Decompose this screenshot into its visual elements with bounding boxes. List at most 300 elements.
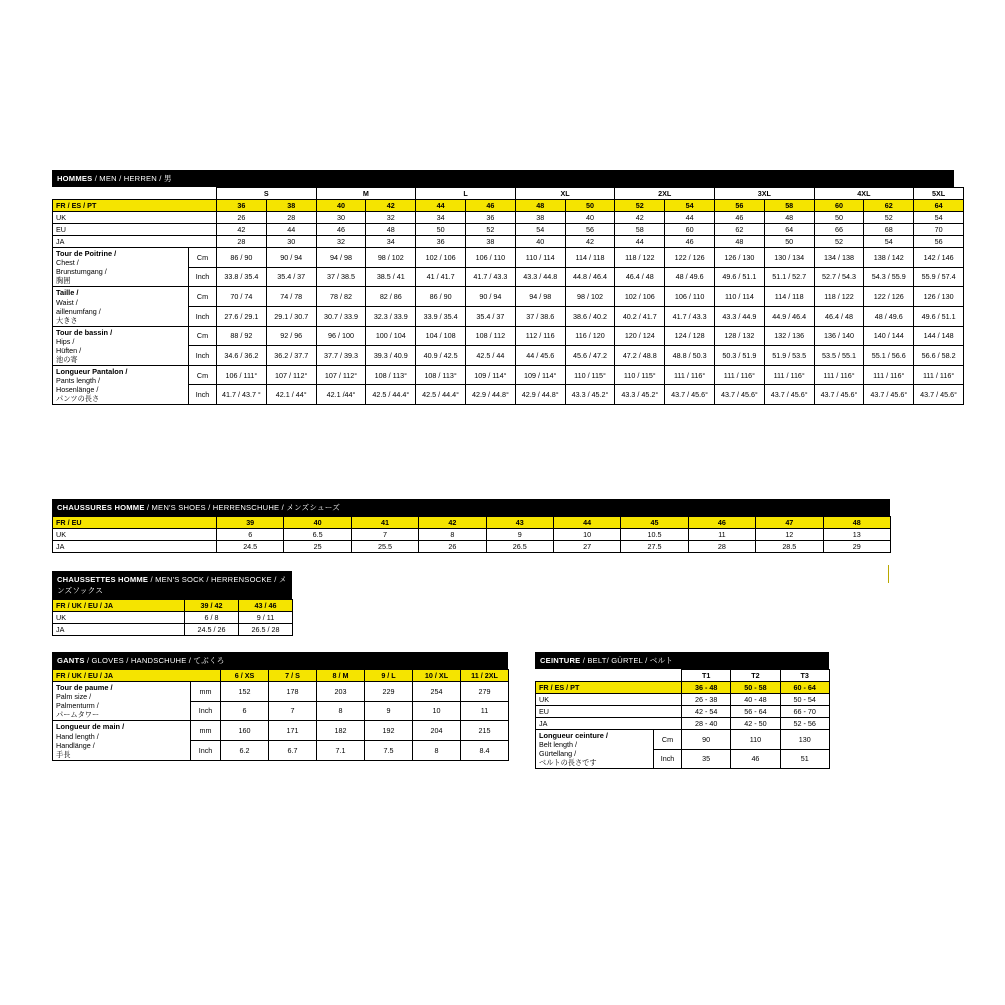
shoes-fr-label: FR / EU bbox=[53, 517, 217, 529]
belt-uk-label: UK bbox=[536, 694, 682, 706]
men-measure-inch-value: 54.3 / 55.9 bbox=[864, 267, 914, 287]
spacer-cell bbox=[536, 670, 682, 682]
gloves-size-value: 11 / 2XL bbox=[461, 670, 509, 682]
men-fr-value: 60 bbox=[814, 200, 864, 212]
men-measure-inch-value: 30.7 / 33.9 bbox=[316, 306, 366, 326]
socks-fr-value: 39 / 42 bbox=[185, 600, 239, 612]
gloves-size-row bbox=[53, 670, 509, 682]
men-measure-cm-value: 108 / 113° bbox=[416, 365, 466, 385]
men-measure-cm-value: 106 / 110 bbox=[665, 287, 715, 307]
men-measure-cm-value: 92 / 96 bbox=[266, 326, 316, 346]
shoes-uk-label: UK bbox=[53, 529, 217, 541]
gloves-table bbox=[52, 669, 509, 761]
measure-label-line: Waist / bbox=[56, 297, 78, 307]
men-ja-value: 44 bbox=[615, 236, 665, 248]
men-measure-inch-value: 43.7 / 45.6° bbox=[715, 385, 765, 405]
men-measure-cm-value: 118 / 122 bbox=[814, 287, 864, 307]
men-ja-value: 54 bbox=[864, 236, 914, 248]
belt-ja-value: 52 - 56 bbox=[780, 718, 829, 730]
shoes-ja-value: 24.5 bbox=[217, 541, 284, 553]
men-measure-inch-value: 43.7 / 45.6° bbox=[665, 385, 715, 405]
shoes-fr-value: 46 bbox=[688, 517, 755, 529]
gloves-measure-mm-value: 160 bbox=[221, 721, 269, 741]
men-measure-cm-value: 110 / 115° bbox=[615, 365, 665, 385]
belt-length-cm-value: 90 bbox=[682, 730, 731, 750]
men-uk-value: 26 bbox=[217, 212, 267, 224]
mens-socks-table-block bbox=[52, 571, 292, 636]
shoes-ja-value: 25 bbox=[284, 541, 351, 553]
belt-banner bbox=[535, 652, 829, 669]
men-measure-cm-value: 98 / 102 bbox=[565, 287, 615, 307]
men-measure-inch-value: 35.4 / 37 bbox=[266, 267, 316, 287]
measure-label-line: パンツの長さ bbox=[56, 394, 100, 403]
men-measure-inch-value: 43.3 / 45.2° bbox=[565, 385, 615, 405]
men-measure-cm-value: 98 / 102 bbox=[366, 248, 416, 268]
men-eu-value: 68 bbox=[864, 224, 914, 236]
gloves-measure-unit-mm: mm bbox=[191, 682, 221, 702]
men-eu-value: 42 bbox=[217, 224, 267, 236]
men-measure-inch-value: 43.7 / 45.6° bbox=[914, 385, 964, 405]
men-ja-value: 46 bbox=[665, 236, 715, 248]
mens-shoes-table-block bbox=[52, 499, 890, 553]
belt-fr-value: 36 - 48 bbox=[682, 682, 731, 694]
gloves-measure-mm-value: 203 bbox=[317, 682, 365, 702]
gloves-banner-subtitle: / GLOVES / HANDSCHUHE / てぶくろ bbox=[86, 656, 225, 665]
socks-ja-value: 26.5 / 28 bbox=[239, 624, 293, 636]
men-fr-value: 62 bbox=[864, 200, 914, 212]
measure-label-line: Hand length / bbox=[56, 731, 99, 741]
measure-label-line: Belt length / bbox=[539, 740, 577, 750]
men-fr-value: 42 bbox=[366, 200, 416, 212]
shoes-banner-subtitle: / MEN'S SHOES / HERRENSCHUHE / メンズシューズ bbox=[146, 503, 340, 512]
measure-label-line: Taille / bbox=[56, 288, 79, 298]
gloves-measure-inch-value: 7 bbox=[269, 701, 317, 721]
measure-label-line: Tour de Poitrine / bbox=[56, 249, 117, 258]
shoes-uk-value: 6.5 bbox=[284, 529, 351, 541]
shoes-fr-value: 44 bbox=[553, 517, 620, 529]
men-size-group-3XL: 3XL bbox=[715, 188, 815, 200]
socks-banner-subtitle: / MEN'S SOCK / HERRENSOCKE / メンズソックス bbox=[57, 575, 287, 595]
men-fr-value: 44 bbox=[416, 200, 466, 212]
men-size-group-2XL: 2XL bbox=[615, 188, 715, 200]
men-uk-row bbox=[53, 212, 964, 224]
men-measure-inch-value: 45.6 / 47.2 bbox=[565, 346, 615, 366]
men-ja-value: 36 bbox=[416, 236, 466, 248]
men-ja-value: 56 bbox=[914, 236, 964, 248]
men-measure-inch-value: 37 / 38.6 bbox=[515, 306, 565, 326]
men-uk-value: 42 bbox=[615, 212, 665, 224]
men-measure-row bbox=[53, 267, 964, 287]
men-uk-value: 36 bbox=[466, 212, 516, 224]
men-measure-cm-value: 109 / 114° bbox=[515, 365, 565, 385]
gloves-measure-inch-value: 6 bbox=[221, 701, 269, 721]
shoes-fr-value: 40 bbox=[284, 517, 351, 529]
men-measure-cm-value: 136 / 140 bbox=[814, 326, 864, 346]
men-measure-inch-value: 42.5 / 44.4° bbox=[416, 385, 466, 405]
gloves-banner-title: GANTS bbox=[57, 656, 85, 665]
measure-label-line: Gürtellang / bbox=[539, 749, 577, 759]
men-fr-value: 36 bbox=[217, 200, 267, 212]
men-measure-inch-value: 51.1 / 52.7 bbox=[764, 267, 814, 287]
socks-banner-title: CHAUSSETTES HOMME bbox=[57, 575, 149, 584]
belt-table-block bbox=[535, 652, 829, 769]
men-measure-unit-cm: Cm bbox=[189, 248, 217, 268]
shoes-uk-value: 10.5 bbox=[621, 529, 688, 541]
gloves-measure-mm-value: 279 bbox=[461, 682, 509, 702]
belt-uk-value: 40 - 48 bbox=[731, 694, 780, 706]
men-measure-cm-value: 124 / 128 bbox=[665, 326, 715, 346]
shoes-ja-value: 28 bbox=[688, 541, 755, 553]
men-measure-cm-value: 110 / 114 bbox=[515, 248, 565, 268]
belt-ja-row bbox=[536, 718, 830, 730]
men-measure-inch-value: 42.9 / 44.8° bbox=[466, 385, 516, 405]
men-banner-subtitle: / MEN / HERREN / 男 bbox=[94, 174, 172, 183]
men-measure-unit-inch: Inch bbox=[189, 306, 217, 326]
gloves-measure-inch-value: 6.2 bbox=[221, 740, 269, 760]
men-measure-inch-value: 49.6 / 51.1 bbox=[715, 267, 765, 287]
men-measure-inch-value: 41.7 / 43.7 ° bbox=[217, 385, 267, 405]
shoes-ja-value: 27.5 bbox=[621, 541, 688, 553]
men-measure-cm-value: 102 / 106 bbox=[416, 248, 466, 268]
mens-socks-table bbox=[52, 599, 293, 636]
belt-table bbox=[535, 669, 830, 769]
men-ja-value: 42 bbox=[565, 236, 615, 248]
men-measure-inch-value: 52.7 / 54.3 bbox=[814, 267, 864, 287]
men-measure-inch-value: 48 / 49.6 bbox=[665, 267, 715, 287]
men-measure-cm-value: 142 / 146 bbox=[914, 248, 964, 268]
men-measure-cm-value: 138 / 142 bbox=[864, 248, 914, 268]
belt-eu-label: EU bbox=[536, 706, 682, 718]
men-measure-cm-value: 102 / 106 bbox=[615, 287, 665, 307]
measure-label-line: aillenumfang / bbox=[56, 306, 101, 316]
belt-fr-label: FR / ES / PT bbox=[536, 682, 682, 694]
belt-uk-row bbox=[536, 694, 830, 706]
men-fr-value: 56 bbox=[715, 200, 765, 212]
men-measure-inch-value: 44.8 / 46.4 bbox=[565, 267, 615, 287]
men-fr-value: 48 bbox=[515, 200, 565, 212]
gloves-measure-inch-value: 10 bbox=[413, 701, 461, 721]
men-measure-cm-value: 130 / 134 bbox=[764, 248, 814, 268]
men-measure-inch-value: 42.1 /44° bbox=[316, 385, 366, 405]
men-eu-label: EU bbox=[53, 224, 217, 236]
men-ja-value: 34 bbox=[366, 236, 416, 248]
shoes-ja-value: 28.5 bbox=[756, 541, 823, 553]
socks-fr-value: 43 / 46 bbox=[239, 600, 293, 612]
measure-label-line: Palmenturm / bbox=[56, 701, 99, 711]
men-measure-cm-value: 70 / 74 bbox=[217, 287, 267, 307]
gloves-measure-inch-value: 8 bbox=[317, 701, 365, 721]
belt-uk-value: 50 - 54 bbox=[780, 694, 829, 706]
men-measure-inch-value: 44.9 / 46.4 bbox=[764, 306, 814, 326]
men-measure-cm-value: 111 / 116° bbox=[864, 365, 914, 385]
men-measure-inch-value: 39.3 / 40.9 bbox=[366, 346, 416, 366]
belt-banner-subtitle: / BELT/ GÜRTEL / ベルト bbox=[582, 656, 674, 665]
men-fr-value: 40 bbox=[316, 200, 366, 212]
men-measure-cm-value: 122 / 126 bbox=[864, 287, 914, 307]
shoes-ja-value: 26 bbox=[419, 541, 486, 553]
belt-ja-value: 42 - 50 bbox=[731, 718, 780, 730]
gloves-measure-label-1 bbox=[53, 721, 191, 760]
measure-label-line: 大きさ bbox=[56, 315, 78, 325]
men-uk-value: 34 bbox=[416, 212, 466, 224]
men-measure-inch-value: 48.8 / 50.3 bbox=[665, 346, 715, 366]
gloves-measure-row bbox=[53, 721, 509, 741]
shoes-ja-value: 27 bbox=[553, 541, 620, 553]
men-measure-inch-value: 56.6 / 58.2 bbox=[914, 346, 964, 366]
gloves-table-block bbox=[52, 652, 508, 761]
belt-eu-value: 66 - 70 bbox=[780, 706, 829, 718]
gloves-measure-inch-value: 9 bbox=[365, 701, 413, 721]
men-uk-value: 40 bbox=[565, 212, 615, 224]
men-uk-value: 54 bbox=[914, 212, 964, 224]
men-uk-value: 48 bbox=[764, 212, 814, 224]
men-uk-value: 38 bbox=[515, 212, 565, 224]
men-measure-cm-value: 86 / 90 bbox=[217, 248, 267, 268]
men-measure-cm-value: 110 / 114 bbox=[715, 287, 765, 307]
men-measure-unit-cm: Cm bbox=[189, 326, 217, 346]
men-ja-label: JA bbox=[53, 236, 217, 248]
shoes-ja-row bbox=[53, 541, 891, 553]
men-measure-cm-value: 96 / 100 bbox=[316, 326, 366, 346]
shoes-ja-value: 25.5 bbox=[351, 541, 418, 553]
shoes-fr-value: 42 bbox=[419, 517, 486, 529]
gloves-measure-inch-value: 7.1 bbox=[317, 740, 365, 760]
men-fr-row bbox=[53, 200, 964, 212]
men-measure-inch-value: 55.1 / 56.6 bbox=[864, 346, 914, 366]
men-measure-label-1 bbox=[53, 287, 189, 326]
men-measure-cm-value: 108 / 112 bbox=[466, 326, 516, 346]
men-measure-inch-value: 27.6 / 29.1 bbox=[217, 306, 267, 326]
men-measure-inch-value: 47.2 / 48.8 bbox=[615, 346, 665, 366]
men-banner-title: HOMMES bbox=[57, 174, 93, 183]
men-measure-inch-value: 51.9 / 53.5 bbox=[764, 346, 814, 366]
men-eu-value: 50 bbox=[416, 224, 466, 236]
men-measure-cm-value: 106 / 110 bbox=[466, 248, 516, 268]
men-measure-inch-value: 38.5 / 41 bbox=[366, 267, 416, 287]
men-measure-inch-value: 41.7 / 43.3 bbox=[466, 267, 516, 287]
men-measure-inch-value: 43.3 / 45.2° bbox=[615, 385, 665, 405]
men-measure-inch-value: 55.9 / 57.4 bbox=[914, 267, 964, 287]
men-measure-label-0 bbox=[53, 248, 189, 287]
shoes-ja-label: JA bbox=[53, 541, 217, 553]
men-measure-inch-value: 43.3 / 44.8 bbox=[515, 267, 565, 287]
men-measure-cm-value: 140 / 144 bbox=[864, 326, 914, 346]
men-measure-label-3 bbox=[53, 365, 189, 404]
measure-label-line: Hüften / bbox=[56, 345, 82, 355]
measure-label-line: ベルトの長さです bbox=[539, 758, 597, 768]
men-uk-value: 28 bbox=[266, 212, 316, 224]
men-measure-cm-value: 111 / 116° bbox=[715, 365, 765, 385]
men-ja-value: 50 bbox=[764, 236, 814, 248]
gloves-measure-mm-value: 171 bbox=[269, 721, 317, 741]
socks-banner bbox=[52, 571, 292, 599]
men-measure-row bbox=[53, 306, 964, 326]
men-measure-inch-value: 29.1 / 30.7 bbox=[266, 306, 316, 326]
measure-label-line: 胸囲 bbox=[56, 276, 71, 286]
men-uk-value: 46 bbox=[715, 212, 765, 224]
socks-ja-value: 24.5 / 26 bbox=[185, 624, 239, 636]
shoes-fr-row bbox=[53, 517, 891, 529]
belt-size-header-row bbox=[536, 670, 830, 682]
men-uk-value: 50 bbox=[814, 212, 864, 224]
measure-label-line: Tour de bassin / bbox=[56, 327, 113, 337]
belt-eu-row bbox=[536, 706, 830, 718]
men-eu-value: 62 bbox=[715, 224, 765, 236]
men-eu-value: 46 bbox=[316, 224, 366, 236]
belt-length-cm-value: 130 bbox=[780, 730, 829, 750]
men-measure-cm-value: 86 / 90 bbox=[416, 287, 466, 307]
men-ja-value: 48 bbox=[715, 236, 765, 248]
gloves-measure-mm-value: 254 bbox=[413, 682, 461, 702]
men-measure-inch-value: 37 / 38.5 bbox=[316, 267, 366, 287]
men-measure-inch-value: 50.3 / 51.9 bbox=[715, 346, 765, 366]
belt-length-unit-cm: Cm bbox=[654, 730, 682, 750]
socks-ja-label: JA bbox=[53, 624, 185, 636]
men-fr-value: 52 bbox=[615, 200, 665, 212]
measure-label-line: Palm size / bbox=[56, 692, 92, 702]
gloves-measure-mm-value: 229 bbox=[365, 682, 413, 702]
shoes-uk-value: 8 bbox=[419, 529, 486, 541]
men-measure-inch-value: 35.4 / 37 bbox=[466, 306, 516, 326]
men-measure-row bbox=[53, 365, 964, 385]
men-measure-unit-cm: Cm bbox=[189, 365, 217, 385]
socks-uk-value: 9 / 11 bbox=[239, 612, 293, 624]
gloves-measure-unit-inch: Inch bbox=[191, 701, 221, 721]
men-measure-row bbox=[53, 248, 964, 268]
men-measure-inch-value: 53.5 / 55.1 bbox=[814, 346, 864, 366]
measure-label-line: Handlänge / bbox=[56, 740, 95, 750]
men-measure-cm-value: 111 / 116° bbox=[665, 365, 715, 385]
gloves-measure-inch-value: 8.4 bbox=[461, 740, 509, 760]
men-size-group-S: S bbox=[217, 188, 317, 200]
belt-eu-value: 42 - 54 bbox=[682, 706, 731, 718]
measure-label-line: Longueur ceinture / bbox=[539, 731, 608, 740]
men-ja-value: 38 bbox=[466, 236, 516, 248]
men-measure-inch-value: 32.3 / 33.9 bbox=[366, 306, 416, 326]
men-measure-inch-value: 37.7 / 39.3 bbox=[316, 346, 366, 366]
shoes-uk-value: 12 bbox=[756, 529, 823, 541]
belt-length-label bbox=[536, 730, 654, 769]
spacer-cell bbox=[189, 188, 217, 200]
men-measure-cm-value: 116 / 120 bbox=[565, 326, 615, 346]
gloves-size-value: 6 / XS bbox=[221, 670, 269, 682]
socks-uk-row bbox=[53, 612, 293, 624]
shoes-fr-value: 41 bbox=[351, 517, 418, 529]
men-ja-value: 30 bbox=[266, 236, 316, 248]
men-measure-cm-value: 104 / 108 bbox=[416, 326, 466, 346]
men-measure-cm-value: 132 / 136 bbox=[764, 326, 814, 346]
men-size-group-L: L bbox=[416, 188, 516, 200]
men-measure-inch-value: 42.1 / 44° bbox=[266, 385, 316, 405]
men-fr-label: FR / ES / PT bbox=[53, 200, 217, 212]
belt-size-header-T1: T1 bbox=[682, 670, 731, 682]
men-measure-inch-value: 40.2 / 41.7 bbox=[615, 306, 665, 326]
men-banner bbox=[52, 170, 954, 187]
men-ja-value: 52 bbox=[814, 236, 864, 248]
gloves-size-value: 8 / M bbox=[317, 670, 365, 682]
men-fr-value: 58 bbox=[764, 200, 814, 212]
men-measure-cm-value: 114 / 118 bbox=[764, 287, 814, 307]
socks-ja-row bbox=[53, 624, 293, 636]
men-measure-unit-inch: Inch bbox=[189, 346, 217, 366]
gloves-measure-mm-value: 192 bbox=[365, 721, 413, 741]
men-measure-cm-value: 74 / 78 bbox=[266, 287, 316, 307]
men-measure-cm-value: 106 / 111° bbox=[217, 365, 267, 385]
socks-fr-label: FR / UK / EU / JA bbox=[53, 600, 185, 612]
belt-fr-row bbox=[536, 682, 830, 694]
men-eu-value: 58 bbox=[615, 224, 665, 236]
gloves-size-value: 7 / S bbox=[269, 670, 317, 682]
belt-length-inch-value: 35 bbox=[682, 749, 731, 769]
men-measure-unit-cm: Cm bbox=[189, 287, 217, 307]
shoes-uk-value: 11 bbox=[688, 529, 755, 541]
belt-size-header-T2: T2 bbox=[731, 670, 780, 682]
men-measure-cm-value: 94 / 98 bbox=[515, 287, 565, 307]
men-size-group-5XL: 5XL bbox=[914, 188, 964, 200]
men-measure-inch-value: 41.7 / 43.3 bbox=[665, 306, 715, 326]
men-measure-cm-value: 108 / 113° bbox=[366, 365, 416, 385]
men-measure-inch-value: 49.6 / 51.1 bbox=[914, 306, 964, 326]
men-measure-cm-value: 144 / 148 bbox=[914, 326, 964, 346]
men-measure-inch-value: 33.8 / 35.4 bbox=[217, 267, 267, 287]
shoes-uk-value: 10 bbox=[553, 529, 620, 541]
shoes-fr-value: 48 bbox=[823, 517, 890, 529]
men-eu-value: 60 bbox=[665, 224, 715, 236]
men-measure-inch-value: 41 / 41.7 bbox=[416, 267, 466, 287]
shoes-fr-value: 45 bbox=[621, 517, 688, 529]
gloves-size-value: 10 / XL bbox=[413, 670, 461, 682]
measure-label-line: Pants length / bbox=[56, 376, 100, 385]
men-uk-label: UK bbox=[53, 212, 217, 224]
men-measure-inch-value: 42.5 / 44 bbox=[466, 346, 516, 366]
men-measure-cm-value: 122 / 126 bbox=[665, 248, 715, 268]
men-measure-unit-inch: Inch bbox=[189, 267, 217, 287]
gloves-measure-mm-value: 152 bbox=[221, 682, 269, 702]
men-size-group-4XL: 4XL bbox=[814, 188, 914, 200]
gloves-measure-unit-mm: mm bbox=[191, 721, 221, 741]
shoes-uk-row bbox=[53, 529, 891, 541]
belt-length-row bbox=[536, 730, 830, 750]
spacer-cell bbox=[53, 188, 189, 200]
shoes-banner bbox=[52, 499, 890, 516]
men-uk-value: 44 bbox=[665, 212, 715, 224]
men-uk-value: 30 bbox=[316, 212, 366, 224]
gloves-measure-inch-value: 8 bbox=[413, 740, 461, 760]
men-size-group-row bbox=[53, 188, 964, 200]
measure-label-line: Tour de paume / bbox=[56, 683, 113, 692]
men-measure-cm-value: 82 / 86 bbox=[366, 287, 416, 307]
belt-ja-label: JA bbox=[536, 718, 682, 730]
men-measure-inch-value: 40.9 / 42.5 bbox=[416, 346, 466, 366]
socks-fr-row bbox=[53, 600, 293, 612]
men-measure-cm-value: 107 / 112° bbox=[316, 365, 366, 385]
men-measure-cm-value: 134 / 138 bbox=[814, 248, 864, 268]
gloves-measure-mm-value: 215 bbox=[461, 721, 509, 741]
belt-uk-value: 26 - 38 bbox=[682, 694, 731, 706]
men-measure-row bbox=[53, 385, 964, 405]
shoes-uk-value: 6 bbox=[217, 529, 284, 541]
men-fr-value: 54 bbox=[665, 200, 715, 212]
men-fr-value: 38 bbox=[266, 200, 316, 212]
men-measure-inch-value: 42.5 / 44.4° bbox=[366, 385, 416, 405]
measure-label-line: Longueur Pantalon / bbox=[56, 366, 128, 376]
men-eu-value: 52 bbox=[466, 224, 516, 236]
men-measure-inch-value: 36.2 / 37.7 bbox=[266, 346, 316, 366]
belt-ja-value: 28 - 40 bbox=[682, 718, 731, 730]
shoes-uk-value: 13 bbox=[823, 529, 890, 541]
men-measure-cm-value: 109 / 114° bbox=[466, 365, 516, 385]
shoes-uk-value: 7 bbox=[351, 529, 418, 541]
